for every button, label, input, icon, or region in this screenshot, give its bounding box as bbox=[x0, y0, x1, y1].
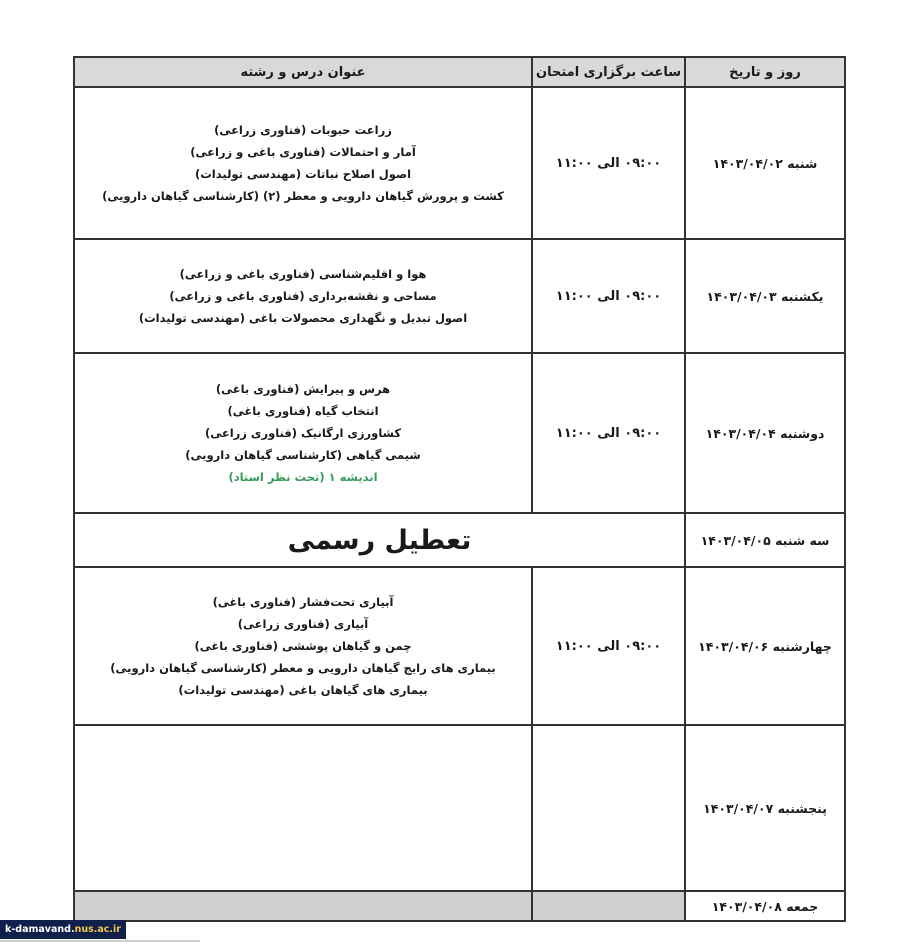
exam-schedule-table bbox=[73, 56, 846, 922]
course-item: هرس و پیرایش (فناوری باغی) bbox=[215, 381, 391, 396]
course-item: هوا و اقلیم‌شناسی (فناوری باغی و زراعی) bbox=[179, 266, 427, 281]
course-item: مساحی و نقشه‌برداری (فناوری باغی و زراعی) bbox=[169, 288, 437, 303]
table-row bbox=[74, 725, 845, 891]
bottom-divider bbox=[0, 940, 200, 942]
course-item: اصول اصلاح نباتات (مهندسی تولیدات) bbox=[194, 166, 412, 181]
course-item: کشاورزی ارگانیک (فناوری زراعی) bbox=[204, 425, 402, 440]
table-header-row bbox=[74, 57, 845, 87]
row-courses bbox=[74, 87, 532, 239]
row-courses-empty bbox=[74, 725, 532, 891]
course-item: چمن و گیاهان پوششی (فناوری باغی) bbox=[194, 638, 412, 653]
table-row bbox=[74, 567, 845, 725]
row-courses bbox=[74, 567, 532, 725]
course-note: اندیشه ۱ (تحت نظر استاد) bbox=[228, 469, 378, 484]
site-prefix: k-damavand. bbox=[5, 924, 75, 935]
row-time: ۰۹:۰۰ الی ۱۱:۰۰ bbox=[532, 353, 685, 513]
holiday-cell bbox=[74, 513, 685, 567]
course-item: آبیاری تحت‌فشار (فناوری باغی) bbox=[212, 594, 394, 609]
table-row bbox=[74, 353, 845, 513]
row-date: شنبه ۱۴۰۳/۰۴/۰۲ bbox=[685, 87, 845, 239]
row-date: جمعه ۱۴۰۳/۰۴/۰۸ bbox=[685, 891, 845, 921]
header-course: عنوان درس و رشته bbox=[74, 57, 532, 87]
table-row bbox=[74, 891, 845, 921]
row-courses bbox=[74, 239, 532, 353]
row-time: ۰۹:۰۰ الی ۱۱:۰۰ bbox=[532, 239, 685, 353]
course-item: بیماری های گیاهان باغی (مهندسی تولیدات) bbox=[178, 682, 428, 697]
row-time: ۰۹:۰۰ الی ۱۱:۰۰ bbox=[532, 567, 685, 725]
course-item: بیماری های رایج گیاهان دارویی و معطر (کارشناسی گیاهان دارویی) bbox=[110, 660, 496, 675]
row-time-empty bbox=[532, 725, 685, 891]
course-item: آبیاری (فناوری زراعی) bbox=[237, 616, 369, 631]
site-suffix: nus.ac.ir bbox=[74, 924, 121, 935]
row-date: پنجشنبه ۱۴۰۳/۰۴/۰۷ bbox=[685, 725, 845, 891]
holiday-label: تعطیل رسمی bbox=[287, 524, 472, 556]
row-date: یکشنبه ۱۴۰۳/۰۴/۰۳ bbox=[685, 239, 845, 353]
site-watermark bbox=[0, 920, 126, 939]
table-row bbox=[74, 87, 845, 239]
row-date: دوشنبه ۱۴۰۳/۰۴/۰۴ bbox=[685, 353, 845, 513]
row-time: ۰۹:۰۰ الی ۱۱:۰۰ bbox=[532, 87, 685, 239]
course-item: شیمی گیاهی (کارشناسی گیاهان دارویی) bbox=[185, 447, 421, 462]
course-item: انتخاب گیاه (فناوری باغی) bbox=[227, 403, 379, 418]
row-time-empty bbox=[532, 891, 685, 921]
course-item: کشت و پرورش گیاهان دارویی و معطر (۲) (کارشناسی گیاهان دارویی) bbox=[102, 188, 504, 203]
header-time: ساعت برگزاری امتحان bbox=[532, 57, 685, 87]
table-row bbox=[74, 513, 845, 567]
row-date: سه شنبه ۱۴۰۳/۰۴/۰۵ bbox=[685, 513, 845, 567]
table-row bbox=[74, 239, 845, 353]
row-date: چهارشنبه ۱۴۰۳/۰۴/۰۶ bbox=[685, 567, 845, 725]
row-courses bbox=[74, 353, 532, 513]
course-item: آمار و احتمالات (فناوری باغی و زراعی) bbox=[190, 144, 416, 159]
row-courses-empty bbox=[74, 891, 532, 921]
exam-schedule-sheet bbox=[73, 56, 844, 922]
course-item: زراعت حبوبات (فناوری زراعی) bbox=[214, 122, 392, 137]
header-date: روز و تاریخ bbox=[685, 57, 845, 87]
course-item: اصول تبدیل و نگهداری محصولات باغی (مهندسی تولیدات) bbox=[138, 310, 468, 325]
